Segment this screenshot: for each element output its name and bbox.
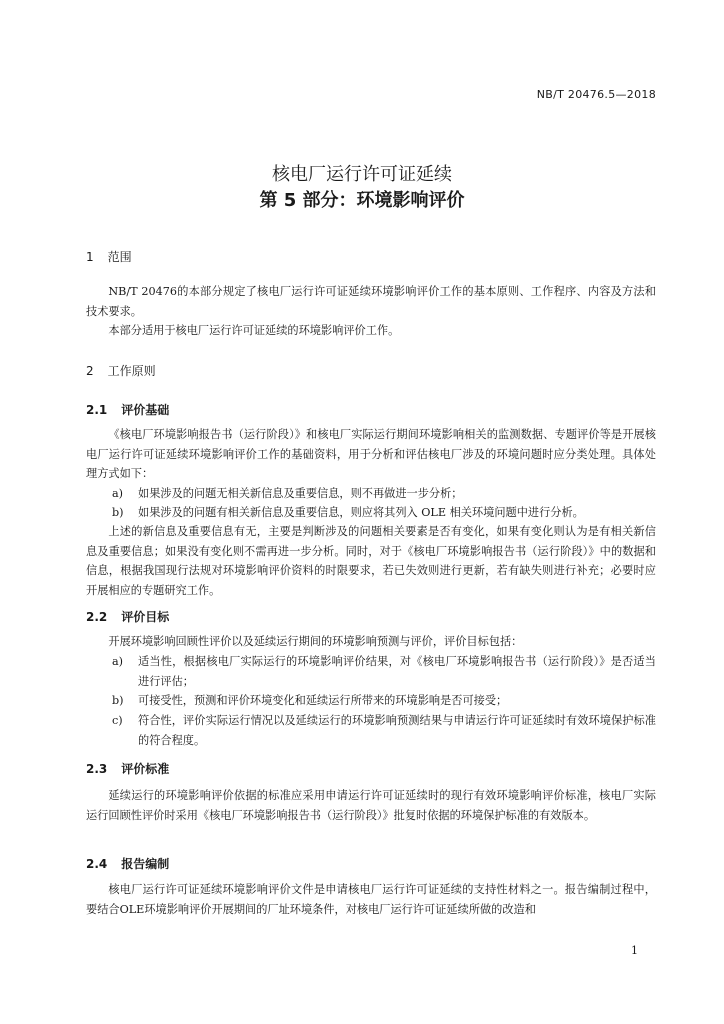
list-text: 如果涉及的问题有相关新信息及重要信息，则应将其列入 OLE 相关环境问题中进行分析。 bbox=[138, 506, 584, 519]
section-2-heading bbox=[86, 362, 156, 379]
paragraph: NB/T 20476的本部分规定了核电厂运行许可证延续环境影响评价工作的基本原则、工作程序、内容及方法和技术要求。 bbox=[86, 285, 656, 318]
list-item bbox=[86, 652, 656, 691]
paragraph: 核电厂运行许可证延续环境影响评价文件是申请核电厂运行许可证延续的支持性材料之一。报告编制过程中，要结合OLE环境影响评价开展期间的厂址环境条件，对核电厂运行许可证延续所做的改造和 bbox=[86, 883, 656, 916]
list-label: b) bbox=[112, 694, 124, 707]
paragraph: 本部分适用于核电厂运行许可证延续的环境影响评价工作。 bbox=[108, 324, 400, 337]
section-number: 1 bbox=[86, 250, 94, 264]
paragraph: 延续运行的环境影响评价依据的标准应采用申请运行许可证延续时的现行有效环境影响评价标准，核电厂实际运行回顾性评价时采用《核电厂环境影响报告书（运行阶段）》批复时依据的环境保护标准的有效版本。 bbox=[86, 789, 656, 822]
paragraph: 上述的新信息及重要信息有无，主要是判断涉及的问题相关要素是否有变化，如果有变化则认为是有相关新信息及重要信息；如果没有变化则不需再进一步分析。同时，对于《核电厂环境影响报告书（运行阶段）》中的数据和信息，根据我国现行法规对环境影响评价资料的时限要求，若已失效则进行更新，若有缺失则进行补充；必要时应开展相应的专题研究工作。 bbox=[86, 525, 656, 597]
list-text: 如果涉及的问题无相关新信息及重要信息，则不再做进一步分析； bbox=[138, 487, 463, 500]
section-number: 2.4 bbox=[86, 857, 108, 871]
document-subtitle: 第 5 部分：环境影响评价 bbox=[259, 190, 465, 211]
paragraph: 开展环境影响回顾性评价以及延续运行期间的环境影响预测与评价，评价目标包括： bbox=[108, 635, 523, 648]
list-item bbox=[86, 711, 656, 750]
subsection-2-1-heading bbox=[86, 401, 169, 418]
page-number: 1 bbox=[631, 944, 638, 957]
standard-code: NB/T 20476.5—2018 bbox=[536, 88, 656, 101]
list-text: 适当性，根据核电厂实际运行的环境影响评价结果，对《核电厂环境影响报告书（运行阶段）》是否适当进行评估； bbox=[138, 655, 656, 688]
list-label: b) bbox=[112, 506, 124, 519]
list-label: a) bbox=[112, 655, 124, 668]
paragraph: 《核电厂环境影响报告书（运行阶段）》和核电厂实际运行期间环境影响相关的监测数据、专题评价等是开展核电厂运行许可证延续环境影响评价工作的基础资料，用于分析和评估核电厂涉及的环境问题时应分类处理。具体处理方式如下： bbox=[86, 428, 656, 480]
section-number: 2.3 bbox=[86, 762, 108, 776]
section-title: 范围 bbox=[107, 250, 132, 264]
section-title: 工作原则 bbox=[107, 364, 156, 378]
section-number: 2 bbox=[86, 364, 94, 378]
subsection-2-2-heading bbox=[86, 608, 169, 625]
section-number: 2.2 bbox=[86, 610, 108, 624]
list-item bbox=[86, 503, 656, 523]
subsection-2-4-heading bbox=[86, 855, 169, 872]
list-item bbox=[86, 691, 656, 711]
document-title: 核电厂运行许可证延续 bbox=[272, 164, 452, 185]
section-title: 评价目标 bbox=[121, 610, 170, 624]
list-text: 可接受性，预测和评价环境变化和延续运行所带来的环境影响是否可接受； bbox=[138, 694, 508, 707]
list-label: a) bbox=[112, 487, 124, 500]
section-title: 评价标准 bbox=[121, 762, 170, 776]
section-title: 评价基础 bbox=[121, 403, 170, 417]
list-text: 符合性，评价实际运行情况以及延续运行的环境影响预测结果与申请运行许可证延续时有效环境保护标准的符合程度。 bbox=[138, 714, 656, 747]
subsection-2-3-heading bbox=[86, 760, 169, 777]
list-label: c) bbox=[112, 714, 123, 727]
section-1-heading bbox=[86, 248, 132, 265]
section-number: 2.1 bbox=[86, 403, 108, 417]
list-item bbox=[86, 484, 656, 504]
section-title: 报告编制 bbox=[121, 857, 170, 871]
